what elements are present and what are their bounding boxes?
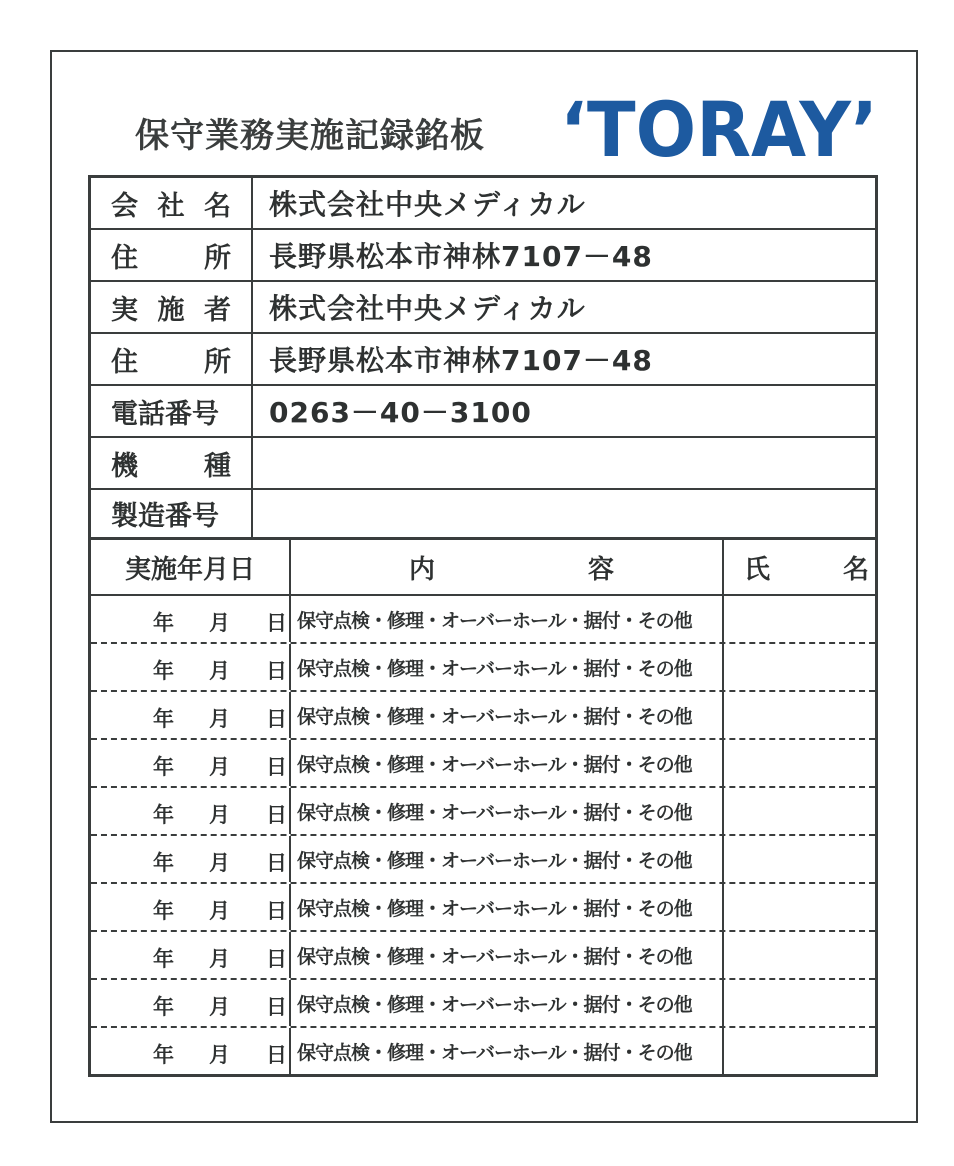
name-cell[interactable] xyxy=(724,740,875,786)
name-cell[interactable] xyxy=(724,692,875,738)
info-label: 電話番号 xyxy=(91,386,253,436)
content-cell[interactable]: 保守点検・修理・オーバーホール・据付・その他 xyxy=(291,644,724,690)
info-row-serial xyxy=(91,490,875,537)
info-row-implementer-address xyxy=(91,334,875,386)
info-label: 製造番号 xyxy=(91,490,253,537)
header-content: 内 容 xyxy=(291,540,724,594)
header-name: 氏 名 xyxy=(744,554,869,585)
table-row xyxy=(91,884,875,932)
info-row-model xyxy=(91,438,875,490)
content-cell[interactable]: 保守点検・修理・オーバーホール・据付・その他 xyxy=(291,1028,724,1074)
table-row xyxy=(91,596,875,644)
info-row-company xyxy=(91,178,875,230)
table-row xyxy=(91,644,875,692)
table-row xyxy=(91,788,875,836)
content-cell[interactable]: 保守点検・修理・オーバーホール・据付・その他 xyxy=(291,740,724,786)
info-value-implementer-address: 長野県松本市神林7107－48 xyxy=(269,344,653,377)
date-cell[interactable]: 年 月 日 xyxy=(91,596,291,642)
date-cell[interactable]: 年 月 日 xyxy=(91,1028,291,1074)
name-cell[interactable] xyxy=(724,1028,875,1074)
date-cell[interactable]: 年 月 日 xyxy=(91,980,291,1026)
log-header-row xyxy=(91,540,875,596)
content-cell[interactable]: 保守点検・修理・オーバーホール・据付・その他 xyxy=(291,788,724,834)
table-row xyxy=(91,740,875,788)
info-label: 実 施 者 xyxy=(91,282,253,332)
table-row xyxy=(91,836,875,884)
content-cell[interactable]: 保守点検・修理・オーバーホール・据付・その他 xyxy=(291,596,724,642)
info-value-phone: 0263－40－3100 xyxy=(269,396,532,429)
table-row xyxy=(91,980,875,1028)
name-cell[interactable] xyxy=(724,788,875,834)
date-cell[interactable]: 年 月 日 xyxy=(91,884,291,930)
content-cell[interactable]: 保守点検・修理・オーバーホール・据付・その他 xyxy=(291,836,724,882)
date-cell[interactable]: 年 月 日 xyxy=(91,740,291,786)
name-cell[interactable] xyxy=(724,932,875,978)
table-row xyxy=(91,1028,875,1074)
toray-logo xyxy=(560,78,880,168)
name-cell[interactable] xyxy=(724,644,875,690)
info-value-address: 長野県松本市神林7107－48 xyxy=(269,240,653,273)
info-row-address xyxy=(91,230,875,282)
info-value-company: 株式会社中央メディカル xyxy=(269,188,586,221)
name-cell[interactable] xyxy=(724,836,875,882)
date-cell[interactable]: 年 月 日 xyxy=(91,788,291,834)
info-label: 機 種 xyxy=(91,438,253,488)
date-cell[interactable]: 年 月 日 xyxy=(91,836,291,882)
name-cell[interactable] xyxy=(724,980,875,1026)
header-date: 実施年月日 xyxy=(91,540,291,594)
date-cell[interactable]: 年 月 日 xyxy=(91,692,291,738)
page-title: 保守業務実施記録銘板 xyxy=(135,116,485,156)
date-cell[interactable]: 年 月 日 xyxy=(91,932,291,978)
content-cell[interactable]: 保守点検・修理・オーバーホール・据付・その他 xyxy=(291,932,724,978)
logo-text: ‘TORAY’ xyxy=(560,85,878,168)
content-cell[interactable]: 保守点検・修理・オーバーホール・据付・その他 xyxy=(291,980,724,1026)
info-label: 住 所 xyxy=(91,230,253,280)
table-row xyxy=(91,932,875,980)
name-cell[interactable] xyxy=(724,596,875,642)
content-cell[interactable]: 保守点検・修理・オーバーホール・据付・その他 xyxy=(291,692,724,738)
info-value-implementer: 株式会社中央メディカル xyxy=(269,292,586,325)
info-label: 会 社 名 xyxy=(91,178,253,228)
date-cell[interactable]: 年 月 日 xyxy=(91,644,291,690)
table-row xyxy=(91,692,875,740)
info-row-phone xyxy=(91,386,875,438)
maintenance-log-table xyxy=(88,540,878,1077)
name-cell[interactable] xyxy=(724,884,875,930)
info-table xyxy=(88,175,878,540)
content-cell[interactable]: 保守点検・修理・オーバーホール・据付・その他 xyxy=(291,884,724,930)
info-label: 住 所 xyxy=(91,334,253,384)
info-row-implementer xyxy=(91,282,875,334)
